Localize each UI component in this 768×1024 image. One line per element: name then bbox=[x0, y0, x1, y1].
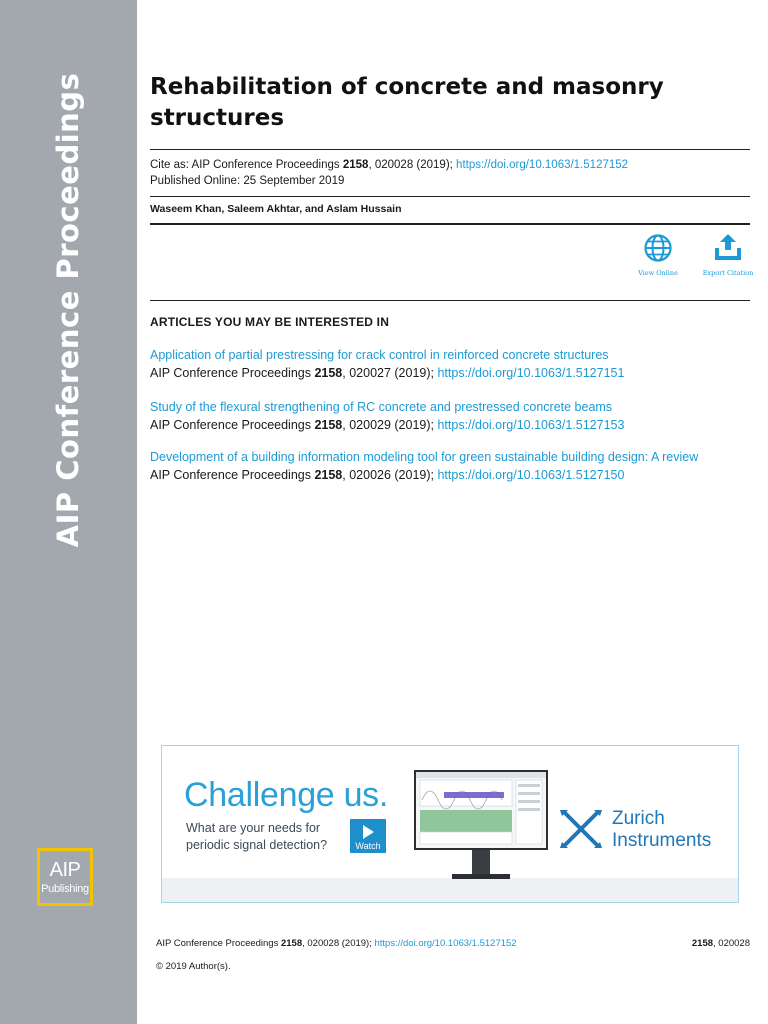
divider bbox=[150, 149, 750, 150]
authors: Waseem Khan, Saleem Akhtar, and Aslam Hussain bbox=[150, 203, 402, 215]
zurich-instruments-logo-icon bbox=[560, 808, 602, 850]
advertisement-banner[interactable] bbox=[161, 745, 739, 903]
related-article-citation bbox=[150, 466, 750, 485]
logo-publishing-text: Publishing bbox=[41, 883, 89, 895]
published-date: Published Online: 25 September 2019 bbox=[150, 175, 345, 187]
cite-line bbox=[150, 157, 628, 173]
related-rest: , 020026 (2019); bbox=[342, 468, 438, 482]
related-article-citation bbox=[150, 416, 750, 435]
ad-subtext-line: periodic signal detection? bbox=[186, 838, 328, 852]
divider bbox=[150, 196, 750, 197]
ad-subtext bbox=[186, 820, 327, 854]
ad-subtext-line: What are your needs for bbox=[186, 821, 321, 835]
related-doi-link[interactable]: https://doi.org/10.1063/1.5127153 bbox=[437, 418, 625, 432]
footer-page-rest: , 020028 bbox=[713, 938, 750, 949]
footer-doi-link[interactable]: https://doi.org/10.1063/1.5127152 bbox=[374, 938, 517, 949]
related-doi-link[interactable]: https://doi.org/10.1063/1.5127150 bbox=[437, 468, 625, 482]
related-article-title-link[interactable]: Application of partial prestressing for crack control in reinforced concrete structures bbox=[150, 348, 609, 362]
ad-brand-line: Instruments bbox=[612, 830, 712, 851]
related-journal: AIP Conference Proceedings bbox=[150, 418, 315, 432]
related-volume: 2158 bbox=[314, 468, 343, 482]
related-heading: ARTICLES YOU MAY BE INTERESTED IN bbox=[150, 315, 390, 329]
related-rest: , 020029 (2019); bbox=[342, 418, 438, 432]
citation-block bbox=[150, 157, 628, 189]
related-doi-link[interactable]: https://doi.org/10.1063/1.5127151 bbox=[437, 366, 625, 380]
related-article bbox=[150, 347, 750, 383]
export-citation-button[interactable] bbox=[698, 233, 758, 277]
divider bbox=[150, 223, 750, 225]
footer-volume: 2158 bbox=[280, 938, 303, 949]
ad-watch-label: Watch bbox=[355, 841, 381, 851]
export-citation-label: Export Citation bbox=[702, 269, 754, 277]
related-article bbox=[150, 399, 750, 435]
footer-page-volume: 2158 bbox=[691, 938, 714, 949]
ad-headline: Challenge us. bbox=[184, 776, 389, 814]
cite-rest: , 020028 (2019); bbox=[368, 159, 457, 171]
related-article-title-link[interactable]: Study of the flexural strengthening of RC concrete and prestressed concrete beams bbox=[150, 400, 613, 414]
play-icon bbox=[363, 825, 374, 839]
related-journal: AIP Conference Proceedings bbox=[150, 468, 315, 482]
footer-rest: , 020028 (2019); bbox=[302, 938, 375, 949]
related-volume: 2158 bbox=[314, 366, 343, 380]
export-icon bbox=[712, 233, 744, 263]
cite-doi-link[interactable]: https://doi.org/10.1063/1.5127152 bbox=[456, 159, 629, 171]
related-article-title-link[interactable]: Development of a building information modeling tool for green sustainable building design: A review bbox=[150, 450, 699, 464]
article-title: Rehabilitation of concrete and masonry structures bbox=[150, 74, 664, 131]
divider bbox=[150, 300, 750, 301]
ad-brand bbox=[612, 808, 711, 852]
view-online-button[interactable] bbox=[628, 233, 688, 277]
ad-watch-button[interactable] bbox=[350, 819, 386, 853]
related-volume: 2158 bbox=[314, 418, 343, 432]
footer-page-number bbox=[692, 938, 750, 949]
cite-prefix: Cite as: AIP Conference Proceedings bbox=[150, 159, 343, 171]
related-article-citation bbox=[150, 364, 750, 383]
journal-sidebar bbox=[0, 0, 137, 1024]
cite-volume: 2158 bbox=[342, 159, 369, 171]
ad-brand-line: Zurich bbox=[612, 808, 665, 829]
footer-journal: AIP Conference Proceedings bbox=[156, 938, 281, 949]
related-article bbox=[150, 449, 750, 485]
globe-icon bbox=[643, 233, 673, 263]
related-journal: AIP Conference Proceedings bbox=[150, 366, 315, 380]
journal-name: AIP Conference Proceedings bbox=[51, 72, 85, 548]
view-online-label: View Online bbox=[638, 269, 678, 277]
related-rest: , 020027 (2019); bbox=[342, 366, 438, 380]
footer-citation bbox=[156, 938, 517, 949]
monitor-illustration bbox=[414, 770, 548, 882]
aip-publishing-logo[interactable] bbox=[37, 848, 93, 906]
logo-aip-text: AIP bbox=[49, 859, 81, 881]
copyright: © 2019 Author(s). bbox=[156, 961, 231, 972]
